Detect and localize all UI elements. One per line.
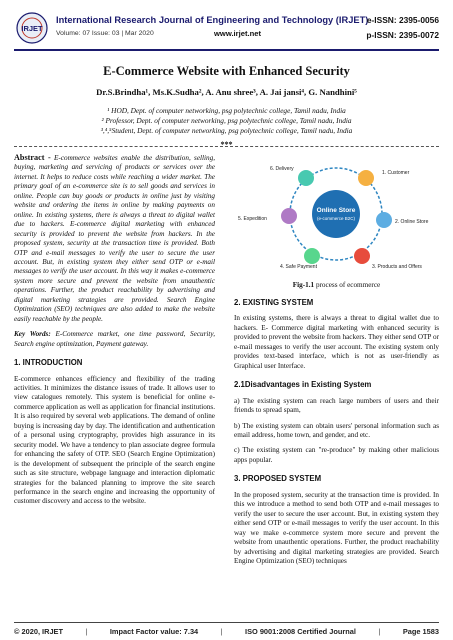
- separator-stars: ***: [220, 140, 233, 149]
- journal-header: [14, 12, 439, 46]
- p-issn: p-ISSN: 2395-0072: [366, 30, 439, 40]
- footer-page-number: Page 1583: [402, 627, 439, 636]
- footer-divider-2: |: [220, 627, 223, 636]
- footer-divider-1: |: [85, 627, 88, 636]
- keywords-label: Key Words:: [14, 330, 51, 339]
- ecommerce-process-figure: [234, 150, 439, 278]
- journal-website-link[interactable]: www.irjet.net: [214, 29, 261, 38]
- footer-impact-factor: Impact Factor value: 7.34: [109, 627, 199, 636]
- products-node-icon: [354, 248, 370, 264]
- delivery-node-icon: [298, 170, 314, 186]
- section-heading-disadvantages: 2.1Disadvantages in Existing System: [234, 380, 372, 390]
- abstract-text: E-commerce websites enable the distribution, selling, buying, marketing and servicing of products or services over the internet. It helps to reduce costs while reaching a wider market. The primary goal of an e-commerce site is to sell goods and services in online. People can buy goods or products in online just by visiting website and ordering the items in online by making payments on online. In existing systems, there is always a threat to digital wallet due to hackers. E-commerce digital marketing with enhanced security is provided to prevent the website from hackers. In the proposed system, security at the transaction time is provided. Both OTP and e-mail messages to verify the user to secure the user account. But, in existing system they either send OTP or e-mail messages to verify the user account. In this way it makes e-commerce system more secure and prevent the website from unauthentic operations. Further, the product reachability by advertising and digital marketing strategies are provided. Search Engine Optimization (SEO) techniques are also added to make the website easily reachable by the people.: [14, 154, 216, 323]
- affiliation-2: ² Professor, Dept. of computer networking, psg polytechnic college, Tamil nadu, India: [101, 116, 352, 125]
- logo-text: IRJET: [21, 24, 43, 33]
- node-products: 3. Products and Offers: [372, 264, 422, 270]
- disadvantage-item-b: b) The existing system can obtain users' personal information such as email address, home town, and gender, and etc.: [234, 421, 439, 439]
- hub-title: Online Store: [316, 207, 356, 214]
- affiliation-1: ¹ HOD, Dept. of computer networking, psg polytechnic college, Tamil nadu, India: [107, 106, 346, 115]
- header-divider: [14, 49, 439, 51]
- node-delivery: 6. Delivery: [270, 166, 294, 172]
- customer-node-icon: [358, 170, 374, 186]
- disadvantage-item-c: c) The existing system can "re-produce" by making other malicious apps popular.: [234, 446, 439, 464]
- keywords: [14, 330, 215, 349]
- footer-copyright: © 2020, IRJET: [14, 627, 63, 636]
- payment-node-icon: [304, 248, 320, 264]
- footer-iso: ISO 9001:2008 Certified Journal: [245, 627, 356, 636]
- expedition-node-icon: [281, 208, 297, 224]
- figure-caption-label: Fig-1.1: [292, 281, 315, 289]
- page-footer: [14, 627, 439, 636]
- abstract: [14, 153, 215, 324]
- introduction-text: E-commerce enhances efficiency and flexibility of the trading activities. It minimizes the distance issues of trade. It allows user to view catalogues remotely. This system is beneficial for online e-commerce application as well as application for financial institutions. It is also required by several web applications. The demand of online buying is increasing day by day. The identification and authentication of a personal using cryptography, provides high assurance in its security model. We have a tendency to plan associate degree formula for enhancing the safety of OTP. SEO (Search Engine Optimization) is the development of subsequent the principle of the search engine such as site structure, webpage language and interaction diplomatic strategies for the balanced planning to improve the site search performance in the search engine and increasing the opportunity of customer discovery and access to the website.: [14, 374, 215, 506]
- node-customer: 1. Customer: [382, 170, 410, 176]
- irjet-logo-icon: [14, 12, 50, 44]
- figure-caption: [234, 281, 439, 289]
- existing-system-text: In existing systems, there is always a threat to digital wallet due to hackers. E- Commerce digital marketing with enhanced security is provided to prevent the website from hackers. They either send OTP or e-mail messages to verify the user account. The existing system only provides text-based interface, which is not as user-friendly as Graphical user Interface.: [234, 314, 439, 370]
- paper-authors: Dr.S.Brindha¹, Ms.K.Sudha², A. Anu shree³, A. Jai jansi⁴, G. Nandhini⁵: [96, 87, 357, 97]
- proposed-system-text: In the proposed system, security at the transaction time is provided. In this we introduce a method to send both OTP and e-mail messages to verify the user to secure the user account. But, in existing system they either send OTP or e-mail messages to verify the user account. In this way we make e-commerce system more secure and prevent the website from unauthentic operations. Further, the product reachability by advertising and digital marketing strategies are provided. Search Engine Optimization (SEO) techniques: [234, 490, 439, 565]
- e-issn: e-ISSN: 2395-0056: [366, 15, 439, 25]
- keywords-text: E-Commerce market, one time password, Security, Search engine optimization, Payment gateway.: [14, 330, 216, 348]
- node-expedition: 5. Expedition: [238, 216, 267, 222]
- right-column: [234, 298, 439, 572]
- section-heading-existing-system: 2. EXISTING SYSTEM: [234, 298, 314, 307]
- disadvantage-item-a: a) The existing system can reach large numbers of users and their friends to spread spam,: [234, 396, 439, 415]
- abstract-label: Abstract -: [14, 153, 51, 162]
- node-store: 2. Online Store: [395, 219, 429, 225]
- figure-caption-text: process of ecommerce: [314, 281, 381, 289]
- affiliation-3: ³,⁴,⁵Student, Dept. of computer networking, psg polytechnic college, Tamil nadu, India: [100, 126, 353, 135]
- node-payment: 4. Safe Payment: [280, 264, 317, 270]
- section-heading-introduction: 1. INTRODUCTION: [14, 358, 83, 368]
- journal-name: International Research Journal of Engineering and Technology (IRJET): [56, 15, 369, 25]
- paper-title: E-Commerce Website with Enhanced Security: [103, 64, 350, 78]
- footer-divider: [14, 622, 439, 623]
- hub-subtitle: (e-commerce B2C): [316, 216, 356, 221]
- section-heading-proposed-system: 3. PROPOSED SYSTEM: [234, 474, 322, 484]
- online-store-hub: [312, 190, 360, 238]
- left-column: [14, 153, 215, 513]
- store-node-icon: [376, 212, 392, 228]
- volume-issue: Volume: 07 Issue: 03 | Mar 2020: [56, 30, 154, 37]
- footer-divider-3: |: [378, 627, 381, 636]
